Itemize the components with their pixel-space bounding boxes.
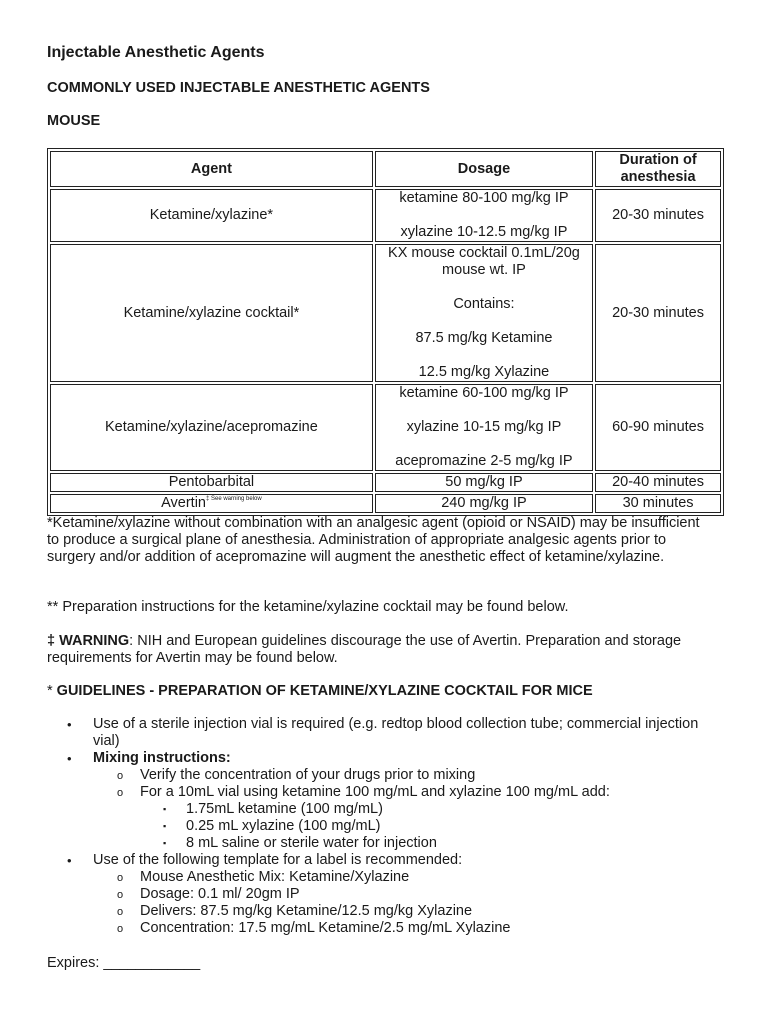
duration-cell: 20-30 minutes: [595, 244, 721, 382]
warning-note: [47, 633, 712, 667]
warning-footnote-mark: ‡ See warning below: [206, 496, 262, 502]
dosage-cell: [375, 384, 593, 471]
dosage-line: Contains:: [453, 296, 515, 312]
warning-text: : NIH and European guidelines discourage the use of Avertin. Preparation and storage requirements for Avertin may be found below.: [47, 633, 682, 666]
dosage-line: KX mouse cocktail 0.1mL/20g mouse wt. IP: [388, 245, 580, 278]
header-agent: Agent: [50, 151, 373, 187]
list-item: o Delivers: 87.5 mg/kg Ketamine/12.5 mg/kg Xylazine: [93, 903, 712, 920]
footnote-ketamine: *Ketamine/xylazine without combination with an analgesic agent (opioid or NSAID) may be insufficient to produce a surgical plane of anesthesia. Administration of appropriate analgesic agents prior to surgery and/or addition of acepromazine will augment the anesthetic effect of ketamine/xylazine.: [47, 515, 700, 565]
guidelines-heading: [47, 683, 712, 700]
table-row: [50, 189, 721, 242]
list-item: ▪ 0.25 mL xylazine (100 mg/mL): [140, 818, 712, 835]
list-item-text: Use of the following template for a label is recommended:: [93, 852, 463, 868]
header-duration: Duration of anesthesia: [595, 151, 721, 187]
agent-cell: Ketamine/xylazine cocktail*: [50, 244, 373, 382]
dosage-cell: 240 mg/kg IP: [375, 494, 593, 513]
list-item: [47, 750, 712, 852]
agent-name: Avertin: [161, 495, 206, 511]
header-dosage: Dosage: [375, 151, 593, 187]
dosage-cell: [375, 244, 593, 382]
species-heading: MOUSE: [47, 113, 101, 129]
list-item: o Concentration: 17.5 mg/mL Ketamine/2.5 mg/mL Xylazine: [93, 920, 712, 937]
duration-cell: 60-90 minutes: [595, 384, 721, 471]
table-header-row: [50, 151, 721, 187]
dosage-line: xylazine 10-12.5 mg/kg IP: [400, 224, 568, 240]
mixing-sublist: [93, 767, 712, 852]
list-item: ▪ 8 mL saline or sterile water for injection: [140, 835, 712, 852]
label-template-sublist: [93, 869, 712, 937]
dosage-cell: [375, 189, 593, 242]
dosage-line: ketamine 80-100 mg/kg IP: [399, 190, 569, 206]
duration-cell: 20-40 minutes: [595, 473, 721, 492]
agent-cell: Ketamine/xylazine*: [50, 189, 373, 242]
dosage-line: xylazine 10-15 mg/kg IP: [406, 419, 562, 435]
section-heading: COMMONLY USED INJECTABLE ANESTHETIC AGENTS: [47, 80, 430, 96]
guidelines-prefix: *: [47, 683, 57, 699]
table-row: [50, 473, 721, 492]
list-item-text: Use of a sterile injection vial is required (e.g. redtop blood collection tube; commercial injection vial): [93, 716, 699, 749]
list-item: o Mouse Anesthetic Mix: Ketamine/Xylazine: [93, 869, 712, 886]
table-row: [50, 494, 721, 513]
table-row: [50, 384, 721, 471]
duration-cell: 20-30 minutes: [595, 189, 721, 242]
guidelines-list: [47, 716, 712, 937]
document-title: Injectable Anesthetic Agents: [47, 44, 265, 61]
warning-label: ‡ WARNING: [47, 633, 130, 649]
guidelines-title: GUIDELINES - PREPARATION OF KETAMINE/XYLAZINE COCKTAIL FOR MICE: [56, 683, 593, 699]
ingredients-sublist: [140, 801, 712, 852]
list-item: [93, 784, 712, 852]
dosage-line: 87.5 mg/kg Ketamine: [415, 330, 553, 346]
agent-cell: Pentobarbital: [50, 473, 373, 492]
table-row: [50, 244, 721, 382]
list-item-text: For a 10mL vial using ketamine 100 mg/mL and xylazine 100 mg/mL add:: [140, 784, 610, 800]
list-item: o Dosage: 0.1 ml/ 20gm IP: [93, 886, 712, 903]
dosage-cell: 50 mg/kg IP: [375, 473, 593, 492]
anesthetic-agents-table: [47, 148, 724, 516]
dosage-line: 12.5 mg/kg Xylazine: [418, 364, 550, 380]
dosage-line: ketamine 60-100 mg/kg IP: [399, 385, 569, 401]
footnote-cocktail: ** Preparation instructions for the ketamine/xylazine cocktail may be found below.: [47, 599, 569, 615]
agent-cell: Ketamine/xylazine/acepromazine: [50, 384, 373, 471]
list-item: ▪ 1.75mL ketamine (100 mg/mL): [140, 801, 712, 818]
mixing-instructions-label: Mixing instructions:: [93, 750, 231, 766]
list-item: [47, 716, 712, 750]
agent-cell: [50, 494, 373, 513]
list-item: o Verify the concentration of your drugs prior to mixing: [93, 767, 712, 784]
list-item: [47, 852, 712, 937]
expires-line: Expires: ____________: [47, 955, 201, 971]
duration-cell: 30 minutes: [595, 494, 721, 513]
dosage-line: acepromazine 2-5 mg/kg IP: [395, 453, 573, 469]
